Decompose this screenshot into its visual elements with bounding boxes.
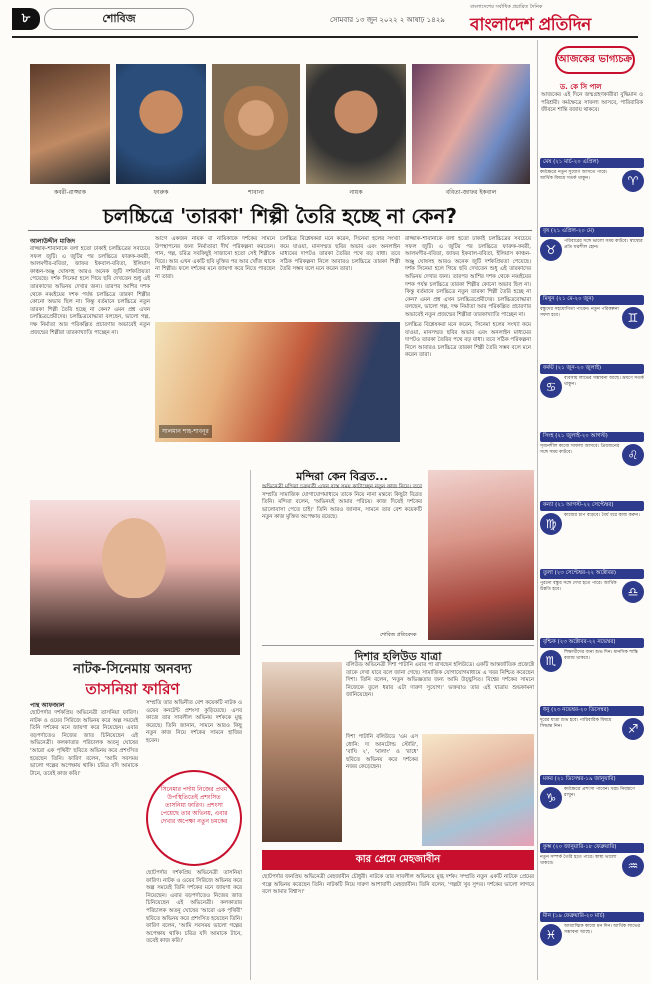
zodiac-entry	[540, 912, 644, 946]
photo-bobita-jafar	[412, 64, 530, 196]
zodiac-text: কাজের চাপ বাড়বে। ধৈর্য ধরে কাজ করুন।	[564, 512, 640, 518]
film-still-caption: সালমান শাহ-শাবনূর	[159, 425, 212, 438]
disha-body-2: দিশা পাটানি বলিউডে 'এম এস ধোনি: দ্য আনটোল্ড স্টোরি', 'বাঘি ২', 'মালাং' ও 'রাধে' ছবিতে অভিনয় করে দর্শকের নজর কেড়েছেন।	[346, 734, 418, 771]
zodiac-entry	[540, 843, 644, 877]
zodiac-text: ব্যবসায় লাভের সম্ভাবনা আছে। ভ্রমণে সতর্ক থাকুন।	[564, 375, 644, 387]
zodiac-body	[540, 648, 644, 672]
zodiac-name: তুলা (২৩ সেপ্টেম্বর-২২ অক্টোবর)	[540, 569, 644, 579]
zodiac-entry	[540, 295, 644, 329]
zodiac-text: সৃজনশীল কাজে সাফল্য আসবে। প্রিয়জনের সঙ্গে সময় কাটবে।	[540, 444, 620, 455]
zodiac-symbol-icon: ♑	[540, 787, 562, 809]
lead-byline: আলাউদ্দীন মাজিদ	[30, 238, 76, 245]
mondira-body: অভিনেত্রী মন্দিরা চক্রবর্তী এখন ব্যস্ত সময় কাটাচ্ছেন নতুন কাজ নিয়ে। তবে সম্প্রতি সামাজিক যোগাযোগমাধ্যমে তাকে নিয়ে নানা মন্তব্যে কিছুটা বিব্রত তিনি। মন্দিরা বলেন, 'অভিনয়ই আমার পরিচয়। কাজ দিয়েই দর্শকের ভালোবাসা পেতে চাই।' তিনি আরও জানান, সামনে তার বেশ কয়েকটি নতুন কাজ মুক্তির অপেক্ষায় রয়েছে।	[262, 484, 422, 521]
tasnia-body-col1: ছোটপর্দার দর্শকপ্রিয় অভিনেত্রী তাসনিয়া ফারিণ। নাটক ও ওয়েব সিরিজে অভিনয় করে অল্প সময়েই তিনি দর্শকের মনে জায়গা করে নিয়েছেন। এবার বড়পর্দাতেও নিজের জাত চিনিয়েছেন এই অভিনেত্রী। কলকাতার পরিচালক অতনু ঘোষের 'আরো এক পৃথিবী' ছবিতে অভিনয় করে প্রশংসিত হয়েছেন তিনি। ফারিণ বলেন, 'আমি সবসময় ভালো গল্পের অপেক্ষায় থাকি। চরিত্র যদি আমাকে টানে, তবেই কাজ করি।'	[30, 710, 138, 777]
tasnia-body-col3: ছোটপর্দার দর্শকপ্রিয় অভিনেত্রী তাসনিয়া ফারিণ। নাটক ও ওয়েব সিরিজে অভিনয় করে অল্প সময়েই তিনি দর্শকের মনে জায়গা করে নিয়েছেন। এবার বড়পর্দাতেও নিজের জাত চিনিয়েছেন এই অভিনেত্রী। কলকাতার পরিচালক অতনু ঘোষের 'আরো এক পৃথিবী' ছবিতে অভিনয় করে প্রশংসিত হয়েছেন তিনি। ফারিণ বলেন, 'আমি সবসময় ভালো গল্পের অপেক্ষায় থাকি। চরিত্র যদি আমাকে টানে, তবেই কাজ করি।'	[146, 870, 242, 945]
lead-body-col3: চলচ্চিত্র বিশ্লেষকরা মনে করেন, সিনেমা হলের সংখ্যা কমে যাওয়া, মানসম্মত ছবির অভাব এবং অনলাইন মাধ্যমের দাপটও তারকা তৈরির পথে বড় বাধা। তবে সঠিক পরিকল্পনা নিলে আবারও চলচ্চিত্রে তারকা শিল্পী তৈরি সম্ভব বলে মনে করেন তারা।	[280, 236, 400, 273]
zodiac-body	[540, 305, 644, 329]
lead-body-col5: চলচ্চিত্র বিশ্লেষকরা মনে করেন, সিনেমা হলের সংখ্যা কমে যাওয়া, মানসম্মত ছবির অভাব এবং অনলাইন মাধ্যমের দাপটও তারকা তৈরির পথে বড় বাধা। তবে সঠিক পরিকল্পনা নিলে আবারও চলচ্চিত্রে তারকা শিল্পী তৈরি সম্ভব বলে মনে করেন তারা।	[405, 322, 531, 359]
lead-body-col1: রাজ্জাক-শাবানাকে বলা হতো ঢাকাই চলচ্চিত্রের সবচেয়ে সফল জুটি। এ জুটির পর চলচ্চিত্রে ফারুক-কবরী, আলমগীর-ববিতা, জাফর ইকবাল-ববিতা, ইলিয়াস কাঞ্চন-অঞ্জু ঘোষসহ আরও অনেক জুটি দর্শকপ্রিয়তা পেয়েছে। দর্শক সিনেমা হলে গিয়ে ছবি দেখতেন শুধু এই তারকাদের অভিনয় দেখার জন্য। তারপর আশির দশক থেকে নব্বইয়ের দশক পর্যন্ত চলচ্চিত্রে তারকা শিল্পীর কোনো অভাব ছিল না। কিন্তু বর্তমানে চলচ্চিত্রে নতুন তারকা শিল্পী তৈরি হচ্ছে না কেন? এমন প্রশ্ন এখন চলচ্চিত্রপ্রেমীদের। চলচ্চিত্রবোদ্ধারা বলছেন, ভালো গল্প, দক্ষ নির্মাতা আর পরিকল্পিত প্রচারণার অভাবেই নতুন প্রজন্মের শিল্পীরা তারকাখ্যাতি পাচ্ছেন না।	[30, 246, 150, 336]
mondira-photo	[428, 470, 534, 640]
horoscope-title: আজকের ভাগ্যচক্র	[555, 46, 635, 74]
zodiac-body	[540, 785, 644, 809]
horoscope-intro: আজকের এই দিনে জন্মগ্রহণকারীরা বুদ্ধিমান ও পরিশ্রমী। কর্মক্ষেত্রে সাফল্য আসবে, পারিবারিক জীবনে শান্তি বজায় থাকবে।	[541, 92, 643, 114]
photo-caption: ফারুক	[153, 189, 169, 196]
horoscope-author: ড. কে সি পাল	[560, 83, 602, 91]
zodiac-name: কর্কট (২১ জুন-২০ জুলাই)	[540, 364, 644, 374]
zodiac-entry	[540, 706, 644, 740]
photo-caption: নায়ক	[349, 189, 363, 196]
zodiac-text: কর্মক্ষেত্রে প্রশংসা পাবেন। খরচ নিয়ন্ত্রণে রাখুন।	[564, 786, 635, 798]
zodiac-text: পুরনো বন্ধুর সঙ্গে দেখা হতে পারে। আর্থিক উন্নতি হবে।	[540, 581, 617, 592]
zodiac-name: বৃশ্চিক (২৩ অক্টোবর-২২ নভেম্বর)	[540, 638, 644, 648]
zodiac-entry	[540, 364, 644, 398]
lead-body-col4: রাজ্জাক-শাবানাকে বলা হতো ঢাকাই চলচ্চিত্রের সবচেয়ে সফল জুটি। এ জুটির পর চলচ্চিত্রে ফারুক-কবরী, আলমগীর-ববিতা, জাফর ইকবাল-ববিতা, ইলিয়াস কাঞ্চন-অঞ্জু ঘোষসহ আরও অনেক জুটি দর্শকপ্রিয়তা পেয়েছে। দর্শক সিনেমা হলে গিয়ে ছবি দেখতেন শুধু এই তারকাদের অভিনয় দেখার জন্য। তারপর আশির দশক থেকে নব্বইয়ের দশক পর্যন্ত চলচ্চিত্রে তারকা শিল্পীর কোনো অভাব ছিল না। কিন্তু বর্তমানে চলচ্চিত্রে নতুন তারকা শিল্পী তৈরি হচ্ছে না কেন? এমন প্রশ্ন এখন চলচ্চিত্রপ্রেমীদের। চলচ্চিত্রবোদ্ধারা বলছেন, ভালো গল্প, দক্ষ নির্মাতা আর পরিকল্পিত প্রচারণার অভাবেই নতুন প্রজন্মের শিল্পীরা তারকাখ্যাতি পাচ্ছেন না।	[405, 236, 531, 318]
zodiac-text: পরিবারের সঙ্গে ভালো সময় কাটবে। স্বাস্থ্যের প্রতি যত্নশীল হোন।	[564, 238, 643, 250]
zodiac-entry	[540, 775, 644, 809]
zodiac-name: ধনু (২৩ নভেম্বর-২০ ডিসেম্বর)	[540, 706, 644, 716]
zodiac-name: মীন (১৯ ফেব্রুয়ারি-২০ মার্চ)	[540, 912, 644, 922]
photo-caption: কবরী-রাজ্জাক	[54, 189, 86, 196]
tasnia-pull-quote: সিনেমার পর্দায় নিজের প্রথম উপস্থিতিতেই প্রশংসিত তাসনিয়া ফারিণ। প্রশংসা পেয়েছে তার অভিনয়, এবার দেখার অপেক্ষা নতুন চমকের	[146, 770, 242, 866]
photo-caption: ববিতা-জাফর ইকবাল	[445, 189, 497, 196]
dateline: সোমবার ১৩ জুন ২০২২ ২ আষাঢ় ১৪২৯	[330, 16, 445, 24]
zodiac-entry	[540, 227, 644, 261]
zodiac-body	[540, 442, 644, 466]
zodiac-body	[540, 511, 644, 535]
karpreme-body: ছোটপর্দার জনপ্রিয় অভিনেত্রী মেহজাবীন চৌধুরী। নাটকে তার সাবলীল অভিনয়ে মুগ্ধ দর্শক। সম্প্রতি নতুন একটি নাটকে প্রেমের গল্পে অভিনয় করেছেন তিনি। নাটকটি নিয়ে দারুণ আশাবাদী মেহজাবীন। তিনি বলেন, 'গল্পটা খুব সুন্দর। দর্শকের ভালো লাগবে বলে আমার বিশ্বাস।'	[262, 874, 534, 896]
zodiac-body	[540, 168, 644, 192]
zodiac-body	[540, 716, 644, 740]
zodiac-symbol-icon: ♈	[622, 170, 644, 192]
zodiac-symbol-icon: ♐	[622, 718, 644, 740]
tasnia-byline: পান্থ আফজাল	[30, 702, 65, 709]
zodiac-text: নতুন সম্পর্ক তৈরি হতে পারে। স্বাস্থ্য ভালো থাকবে।	[540, 855, 617, 866]
zodiac-name: বৃষ (২১ এপ্রিল-২০ মে)	[540, 227, 644, 237]
photo-caption: শাবানা	[248, 189, 264, 196]
page-number: ৮	[12, 8, 40, 30]
photo-actor	[306, 64, 406, 196]
disha-headline: দিশার হলিউড যাত্রা	[262, 645, 534, 667]
zodiac-name: মকর (২১ ডিসেম্বর-১৯ জানুয়ারি)	[540, 775, 644, 785]
column-separator	[250, 470, 251, 980]
photo-figure	[102, 518, 166, 598]
zodiac-text: আধ্যাত্মিক কাজে মন দিন। আর্থিক লাভের সম্ভাবনা আছে।	[564, 923, 641, 935]
tasnia-photo	[30, 500, 240, 655]
zodiac-body	[540, 579, 644, 603]
zodiac-name: মিথুন (২১ মে-২০ জুন)	[540, 295, 644, 305]
zodiac-name: সিংহ (২১ জুলাই-২০ আগস্ট)	[540, 432, 644, 442]
zodiac-entry	[540, 569, 644, 603]
zodiac-entry	[540, 432, 644, 466]
masthead-tagline: বাংলাদেশের সর্বাধিক প্রচারিত দৈনিক	[470, 4, 543, 10]
zodiac-symbol-icon: ♉	[540, 239, 562, 261]
zodiac-body	[540, 853, 644, 877]
photo-farooque	[116, 64, 206, 196]
zodiac-name: কুম্ভ (২০ জানুয়ারি-১৮ ফেব্রুয়ারি)	[540, 843, 644, 853]
section-label: শোবিজ	[44, 8, 194, 30]
zodiac-text: শিক্ষার্থীদের জন্য শুভ দিন। মানসিক শান্তি বজায় থাকবে।	[564, 649, 638, 661]
karpreme-headline: কার প্রেমে মেহজাবীন	[262, 850, 534, 870]
disha-photo	[262, 662, 342, 842]
zodiac-body	[540, 922, 644, 946]
tasnia-body-col2: সম্প্রতি তার অভিনীত বেশ কয়েকটি নাটক ও ওয়েব কনটেন্ট প্রশংসা কুড়িয়েছে। এসব কাজে তার সাবলীল অভিনয় দর্শককে মুগ্ধ করেছে। তিনি জানান, সামনে আরও কিছু নতুন কাজ নিয়ে দর্শকের সামনে হাজির হবেন।	[146, 700, 242, 744]
zodiac-symbol-icon: ♏	[540, 650, 562, 672]
zodiac-name: মেষ (২১ মার্চ-২০ এপ্রিল)	[540, 158, 644, 168]
mondira-headline: মন্দিরা কেন বিব্রত...	[262, 468, 422, 488]
header-rule	[12, 36, 638, 38]
tasnia-headline: তাসনিয়া ফারিণ	[85, 680, 180, 698]
zodiac-symbol-icon: ♊	[622, 307, 644, 329]
masthead-title: বাংলাদেশ প্রতিদিন	[470, 15, 591, 35]
photo-shabana	[212, 64, 300, 196]
lead-body-col2: আগে একজন নায়ক বা নায়িকাকে দর্শকের সামনে উপস্থাপনের জন্য নির্মাতারা দীর্ঘ পরিকল্পনা করতেন। গান, গল্প, চরিত্র সবকিছুই সাজানো হতো সেই শিল্পীকে ঘিরে। আর এখন একটি ছবি মুক্তির পর আর খোঁজ থাকে না শিল্পীর। ফলে দর্শকের মনে জায়গা করে নিতে পারছেন না তারা।	[155, 236, 275, 280]
zodiac-text: কর্মক্ষেত্রে নতুন সুযোগ আসতে পারে। আর্থিক বিষয়ে সতর্ক থাকুন।	[540, 170, 608, 181]
zodiac-entry	[540, 158, 644, 192]
zodiac-symbol-icon: ♍	[540, 513, 562, 535]
tasnia-kicker: নাটক-সিনেমায় অনবদ্য	[73, 662, 192, 677]
zodiac-body	[540, 237, 644, 261]
mondira-credit: শোবিজ প্রতিবেদক	[380, 632, 417, 638]
zodiac-symbol-icon: ♌	[622, 444, 644, 466]
zodiac-text: বন্ধুদের সহযোগিতা পাবেন। নতুন পরিকল্পনা সফল হবে।	[540, 307, 619, 318]
zodiac-text: দূরের যাত্রা শুভ হবে। পারিবারিক বিষয়ে সিদ্ধান্ত নিন।	[540, 718, 612, 729]
zodiac-entry	[540, 501, 644, 535]
headline-rule	[28, 230, 532, 231]
lead-headline: চলচ্চিত্রে 'তারকা' শিল্পী তৈরি হচ্ছে না কেন?	[102, 204, 458, 228]
zodiac-symbol-icon: ♓	[540, 924, 562, 946]
zodiac-name: কন্যা (২১ আগস্ট-২২ সেপ্টেম্বর)	[540, 501, 644, 511]
zodiac-symbol-icon: ♒	[622, 855, 644, 877]
lead-photo-strip	[30, 64, 530, 199]
film-still-photo	[155, 322, 400, 442]
disha-body: বলিউড অভিনেত্রী দিশা পাটানি এবার পা রাখছেন হলিউডে। একটি আন্তর্জাতিক প্রজেক্টে তাকে দেখা যাবে বলে জানা গেছে। সামাজিক যোগাযোগমাধ্যমে এ খবর নিশ্চিত করেছেন দিশা। তিনি বলেন, 'নতুন অভিজ্ঞতার জন্য আমি উচ্ছ্বসিত। বিশ্বের দর্শকের সামনে নিজেকে তুলে ধরার এটা দারুণ সুযোগ।' ভক্তরাও তার এই যাত্রায় শুভকামনা জানিয়েছেন।	[346, 662, 534, 699]
mehazabien-photo	[422, 734, 534, 846]
masthead	[470, 4, 645, 34]
zodiac-entry	[540, 638, 644, 672]
zodiac-symbol-icon: ♎	[622, 581, 644, 603]
zodiac-symbol-icon: ♋	[540, 376, 562, 398]
photo-kobori-razzak	[30, 64, 110, 196]
zodiac-body	[540, 374, 644, 398]
